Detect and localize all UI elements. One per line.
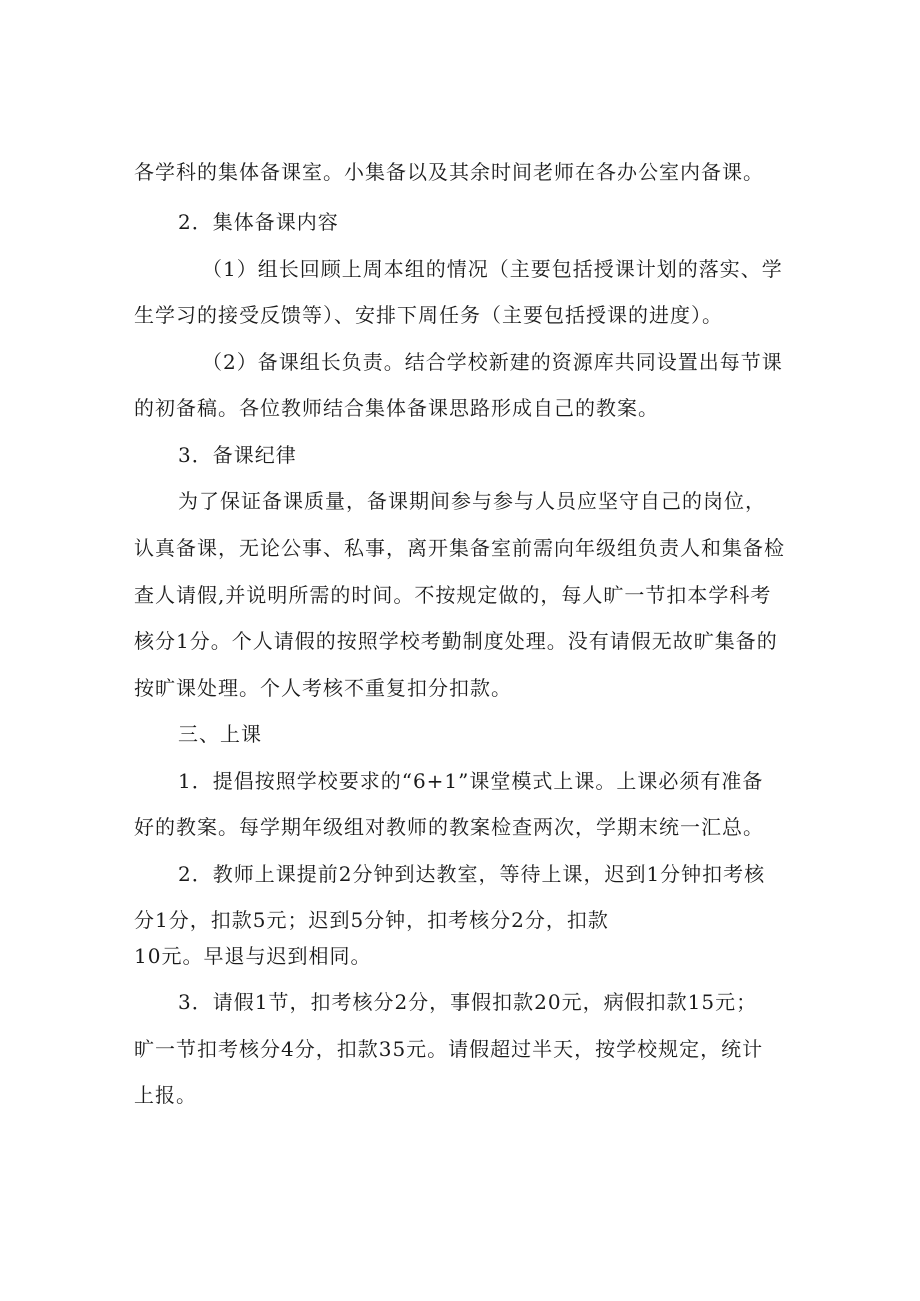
text-line-6: 的初备稿。各位教师结合集体备课思路形成自己的教案。 <box>134 396 659 420</box>
text-line-14: 1．提倡按照学校要求的“6+1”课堂模式上课。上课必须有准备 <box>178 769 764 793</box>
text-line-1: 各学科的集体备课室。小集备以及其余时间老师在各办公室内备课。 <box>134 160 764 184</box>
text-line-20: 旷一节扣考核分4分，扣款35元。请假超过半天，按学校规定，统计 <box>134 1037 764 1061</box>
text-line-3: （1）组长回顾上周本组的情况（主要包括授课计划的落实、学 <box>202 257 783 281</box>
section-heading-three: 三、上课 <box>178 722 262 746</box>
text-line-19: 3．请假1节，扣考核分2分，事假扣款20元，病假扣款15元； <box>178 990 758 1014</box>
text-line-15: 好的教案。每学期年级组对教师的教案检查两次，学期末统一汇总。 <box>134 815 764 839</box>
text-line-9: 认真备课，无论公事、私事，离开集备室前需向年级组负责人和集备检 <box>134 536 785 560</box>
text-line-8: 为了保证备课质量，备课期间参与参与人员应坚守自己的岗位， <box>178 489 766 513</box>
text-line-16: 2．教师上课提前2分钟到达教室，等待上课，迟到1分钟扣考核 <box>178 862 766 886</box>
text-line-10: 查人请假,并说明所需的时间。不按规定做的，每人旷一节扣本学科考 <box>134 583 772 607</box>
text-line-17: 分1分，扣款5元；迟到5分钟，扣考核分2分，扣款 <box>134 908 609 932</box>
text-line-18: 10元。早退与迟到相同。 <box>134 944 372 968</box>
section-heading-2: 2．集体备课内容 <box>178 210 339 234</box>
text-line-5: （2）备课组长负责。结合学校新建的资源库共同设置出每节课 <box>202 350 783 374</box>
text-line-11: 核分1分。个人请假的按照学校考勤制度处理。没有请假无故旷集备的 <box>134 629 778 653</box>
section-heading-3: 3．备课纪律 <box>178 443 297 467</box>
text-line-21: 上报。 <box>134 1083 197 1107</box>
text-line-12: 按旷课处理。个人考核不重复扣分扣款。 <box>134 676 512 700</box>
text-line-4: 生学习的接受反馈等）、安排下周任务（主要包括授课的进度）。 <box>134 303 723 327</box>
